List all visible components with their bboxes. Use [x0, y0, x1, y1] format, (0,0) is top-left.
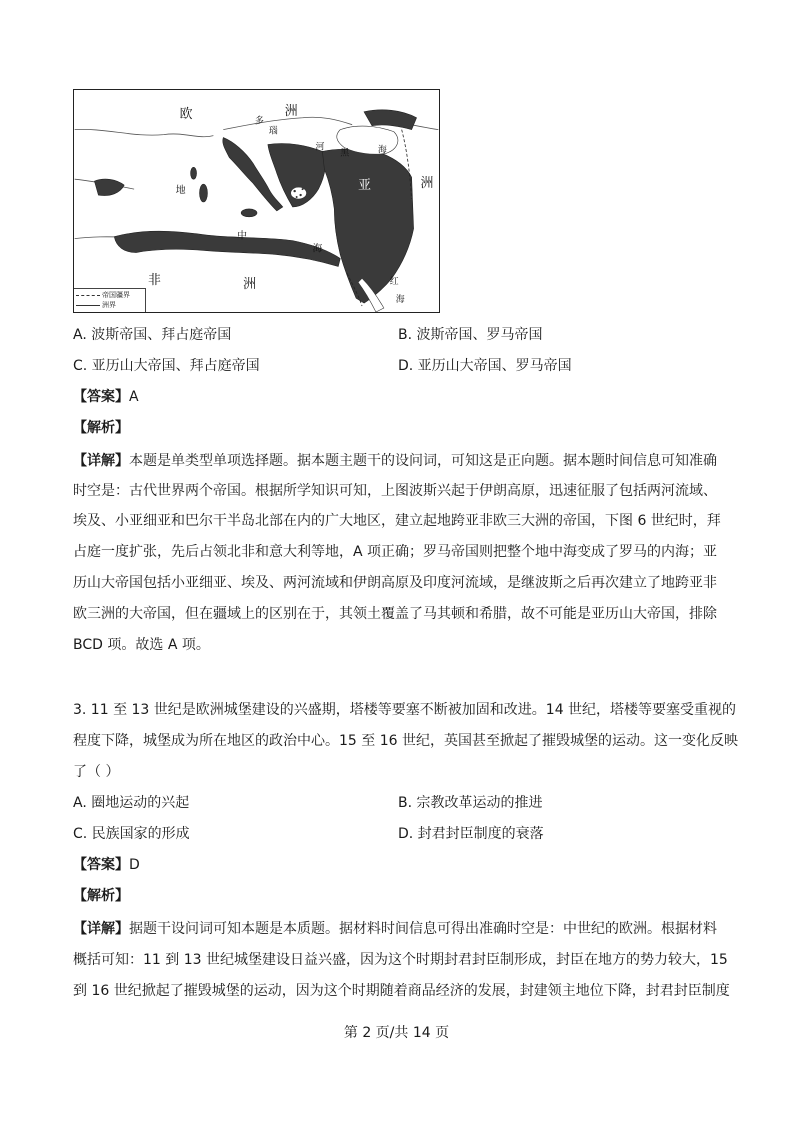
map-label-black-sea-2: 海 [377, 145, 387, 156]
q2-detail-line-1 [73, 451, 717, 471]
legend-continent-border [76, 300, 143, 310]
q3-detail-tag: 【详解】 [73, 921, 129, 937]
q3-detail-line-3: 到 16 世纪掀起了摧毁城堡的运动，因为这个时期随着商品经济的发展，封建领主地位下降，封君封臣制度 [73, 983, 730, 999]
map-legend [74, 288, 146, 312]
q3-answer-tag: 【答案】 [73, 857, 129, 873]
q2-answer-tag: 【答案】 [73, 389, 129, 405]
q3-option-a: A. 圈地运动的兴起 [73, 795, 190, 811]
q3-option-c: C. 民族国家的形成 [73, 826, 190, 842]
map-label-africa-1: 非 [147, 273, 161, 289]
q2-analysis-tag: 【解析】 [73, 420, 129, 436]
q2-option-b: B. 波斯帝国、罗马帝国 [398, 327, 543, 343]
q3-option-b: B. 宗教改革运动的推进 [398, 795, 543, 811]
q2-detail-line-3: 埃及、小亚细亚和巴尔干半岛北部在内的广大地区，建立起地跨亚非欧三大洲的帝国，下图 6 世纪时，拜 [73, 513, 721, 529]
map-label-red-sea-1: 红 [389, 277, 399, 288]
q2-analysis-heading [73, 418, 129, 438]
empire-map-figure [73, 89, 440, 313]
q3-answer-value: D [129, 857, 140, 873]
map-label-europe-1: 欧 [179, 106, 193, 122]
q3-option-d: D. 封君封臣制度的衰落 [398, 826, 544, 842]
q3-detail-text-1: 据题干设问词可知本题是本质题。据材料时间信息可得出准确时空是：中世纪的欧洲。根据材料 [129, 921, 717, 937]
map-label-red-sea-2: 海 [395, 295, 405, 306]
map-label-danube-3: 河 [315, 142, 325, 153]
q2-option-d: D. 亚历山大帝国、罗马帝国 [398, 358, 572, 374]
q3-detail-line-1 [73, 919, 717, 939]
q2-detail-line-4: 占庭一度扩张，先后占领北非和意大利等地，A 项正确；罗马帝国则把整个地中海变成了罗马的内海；亚 [73, 544, 718, 560]
map-label-med-2: 中 [237, 230, 248, 242]
q3-analysis-tag: 【解析】 [73, 888, 129, 904]
q3-answer [73, 855, 140, 875]
solid-line-icon [76, 305, 100, 306]
q2-detail-text-1: 本题是单类型单项选择题。据本题主题干的设问词，可知这是正向题。据本题时间信息可知准确 [129, 453, 717, 469]
legend-empire-border [76, 290, 143, 300]
legend-continent-border-label: 洲界 [102, 301, 116, 309]
q2-detail-line-5: 历山大帝国包括小亚细亚、埃及、两河流域和伊朗高原及印度河流域，是继波斯之后再次建立了地跨亚非 [73, 575, 717, 591]
page-number-footer: 第 2 页/共 14 页 [343, 1025, 450, 1041]
map-label-black-sea-1: 黑 [340, 148, 350, 159]
map-label-danube-1: 多 [255, 116, 264, 127]
map-label-africa-2: 洲 [243, 277, 257, 293]
q2-option-c: C. 亚历山大帝国、拜占庭帝国 [73, 358, 260, 374]
q2-detail-tag: 【详解】 [73, 453, 129, 469]
q3-detail-line-2: 概括可知：11 到 13 世纪城堡建设日益兴盛，因为这个时期封君封臣制形成，封臣在地方的势力较大，15 [73, 952, 728, 968]
q2-answer [73, 387, 139, 407]
q3-stem-line-1: 3. 11 至 13 世纪是欧洲城堡建设的兴盛期，塔楼等要塞不断被加固和改进。14 世纪，塔楼等要塞受重视的 [73, 702, 737, 718]
q3-stem-line-2: 程度下降，城堡成为所在地区的政治中心。15 至 16 世纪，英国甚至掀起了摧毁城堡的运动。这一变化反映 [73, 733, 738, 749]
map-label-asia-1: 亚 [358, 178, 371, 194]
legend-empire-border-label: 帝国疆界 [102, 291, 130, 299]
map-label-europe-2: 洲 [284, 103, 298, 119]
empire-map-svg [74, 90, 439, 312]
map-label-asia-2: 洲 [420, 176, 434, 192]
q3-analysis-heading [73, 886, 129, 906]
dashed-line-icon [76, 295, 100, 296]
q2-option-a: A. 波斯帝国、拜占庭帝国 [73, 327, 232, 343]
q2-answer-value: A [129, 389, 139, 405]
map-label-danube-2: 瑙 [268, 126, 278, 137]
q2-detail-line-2: 时空是：古代世界两个帝国。根据所学知识可知，上图波斯兴起于伊朗高原，迅速征服了包括两河流域、 [73, 483, 717, 499]
map-label-med-3: 海 [312, 243, 323, 255]
q2-detail-line-7: BCD 项。故选 A 项。 [73, 637, 210, 653]
q3-stem-line-3: 了（ ） [73, 764, 120, 780]
map-label-med-1: 地 [175, 185, 186, 197]
q2-detail-line-6: 欧三洲的大帝国，但在疆域上的区别在于，其领土覆盖了马其顿和希腊，故不可能是亚历山大帝国，排除 [73, 606, 717, 622]
